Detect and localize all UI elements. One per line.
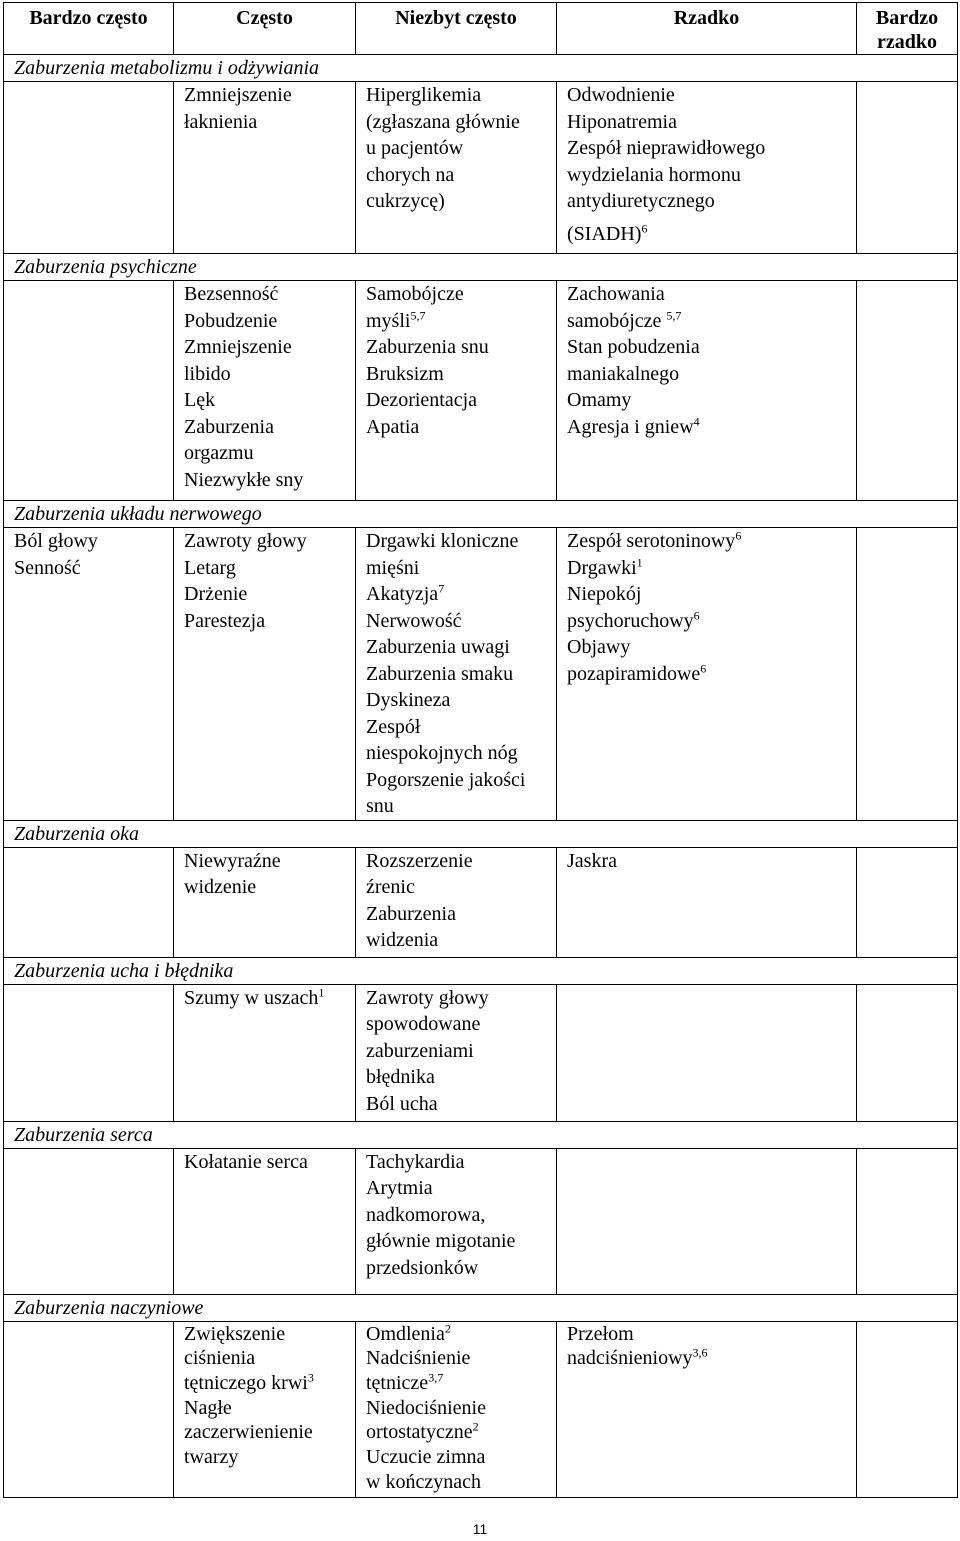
cell-often: Kołatanie serca <box>174 1148 356 1294</box>
section-title-metabolism: Zaburzenia metabolizmu i odżywiania <box>4 55 958 82</box>
header-very-often: Bardzo często <box>4 3 174 55</box>
cell-uncommon: Omdlenia$^2$ Nadciśnienie tętnicze$^{3,7}$ Niedociśnienie ortostatyczne$^2$ Uczucie zimna w kończynach <box>356 1321 557 1497</box>
cell-uncommon: Samobójcze myśli$^{5,7}$ Zaburzenia snu Bruksizm Dezorientacja Apatia <box>356 281 557 501</box>
table-row <box>4 82 958 254</box>
section-title-nervous: Zaburzenia układu nerwowego <box>4 501 958 528</box>
cell-very-often <box>4 1148 174 1294</box>
table-row <box>4 1321 958 1497</box>
cell-very-often <box>4 847 174 957</box>
cell-very-rare <box>857 281 958 501</box>
section-title-eye: Zaburzenia oka <box>4 820 958 847</box>
cell-rare: Zespół serotoninowy$^6$ Drgawki$^1$ Niepokój psychoruchowy$^6$ Objawy pozapiramidowe$^6$ <box>557 528 857 821</box>
cell-rare <box>557 1148 857 1294</box>
header-rare: Rzadko <box>557 3 857 55</box>
cell-often: Zawroty głowy Letarg Drżenie Parestezja <box>174 528 356 821</box>
cell-uncommon: Rozszerzenie źrenic Zaburzenia widzenia <box>356 847 557 957</box>
section-title-psychiatric: Zaburzenia psychiczne <box>4 254 958 281</box>
cell-very-often <box>4 1321 174 1497</box>
cell-often: Bezsenność Pobudzenie Zmniejszenie libido Lęk Zaburzenia orgazmu Niezwykłe sny <box>174 281 356 501</box>
cell-often: Zwiększenie ciśnienia tętniczego krwi$^3$ Nagłe zaczerwienienie twarzy <box>174 1321 356 1497</box>
cell-very-often: Ból głowy Senność <box>4 528 174 821</box>
section-title-vascular: Zaburzenia naczyniowe <box>4 1294 958 1321</box>
cell-rare: Zachowania samobójcze $^{5,7}$ Stan pobudzenia maniakalnego Omamy Agresja i gniew$^4$ <box>557 281 857 501</box>
cell-very-rare <box>857 984 958 1121</box>
cell-often: Szumy w uszach$^1$ <box>174 984 356 1121</box>
cell-very-rare <box>857 1321 958 1497</box>
table-row <box>4 984 958 1121</box>
cell-often: Niewyraźne widzenie <box>174 847 356 957</box>
cell-uncommon: Tachykardia Arytmia nadkomorowa, głównie migotanie przedsionków <box>356 1148 557 1294</box>
page-number: 11 <box>472 1521 488 1537</box>
cell-uncommon: Hiperglikemia (zgłaszana głównie u pacjentów chorych na cukrzycę) <box>356 82 557 254</box>
cell-rare: Odwodnienie Hiponatremia Zespół nieprawidłowego wydzielania hormonu antydiuretycznego (SIADH)$^6$ <box>557 82 857 254</box>
cell-often: Zmniejszenie łaknienia <box>174 82 356 254</box>
adverse-reactions-table <box>3 2 958 1498</box>
cell-very-rare <box>857 82 958 254</box>
cell-very-rare <box>857 528 958 821</box>
cell-very-often <box>4 984 174 1121</box>
cell-very-rare <box>857 847 958 957</box>
table-row <box>4 528 958 821</box>
cell-very-often <box>4 82 174 254</box>
cell-uncommon: Drgawki kloniczne mięśni Akatyzja$^7$ Nerwowość Zaburzenia uwagi Zaburzenia smaku Dyskineza Zespół niespokojnych nóg Pogorszenie jakości snu <box>356 528 557 821</box>
cell-very-rare <box>857 1148 958 1294</box>
cell-very-often <box>4 281 174 501</box>
table-row <box>4 1148 958 1294</box>
section-title-ear: Zaburzenia ucha i błędnika <box>4 957 958 984</box>
cell-rare: Przełom nadciśnieniowy$^{3,6}$ <box>557 1321 857 1497</box>
header-uncommon: Niezbyt często <box>356 3 557 55</box>
cell-uncommon: Zawroty głowy spowodowane zaburzeniami błędnika Ból ucha <box>356 984 557 1121</box>
cell-rare: Jaskra <box>557 847 857 957</box>
header-often: Często <box>174 3 356 55</box>
header-row <box>4 3 958 55</box>
header-very-rare: Bardzo rzadko <box>857 3 958 55</box>
table-row <box>4 847 958 957</box>
cell-rare <box>557 984 857 1121</box>
section-title-heart: Zaburzenia serca <box>4 1121 958 1148</box>
table-row <box>4 281 958 501</box>
